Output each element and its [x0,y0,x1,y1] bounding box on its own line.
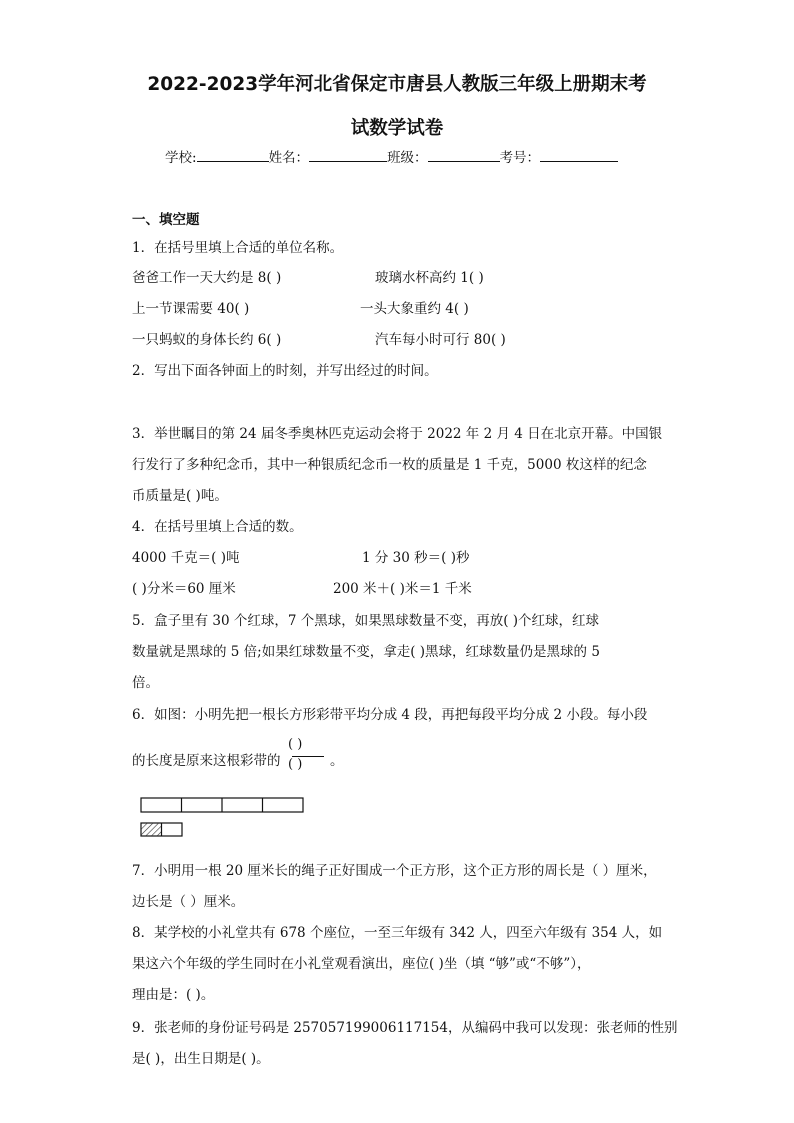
fraction-numerator: ( ) [288,737,303,752]
q1-item-5: 一只蚂蚁的身体长约 6( ) [132,332,282,348]
q6-line2 [132,749,281,769]
q1-item-1: 爸爸工作一天大约是 8( ) [132,270,282,286]
q4-item-1: 4000 千克＝( )吨 [132,550,240,566]
school-label: 学校: [165,150,197,166]
q9-line2: 是( )，出生日期是( )。 [132,1051,270,1067]
name-blank [309,149,387,162]
class-label: 班级： [387,150,428,166]
number-label: 考号： [499,150,541,166]
ribbon-diagram [140,796,310,840]
q9-line1: 9．张老师的身份证号码是 257057199006117154，从编码中我可以发现：张老师的性别 [132,1020,678,1036]
q8-line1: 8．某学校的小礼堂共有 678 个座位，一至三年级有 342 人，四至六年级有 354 人，如 [132,925,663,941]
section-heading: 一、填空题 [132,212,200,228]
q1-item-4: 一头大象重约 4( ) [360,301,469,317]
number-blank [540,149,618,162]
q3-line2: 行发行了多种纪念币，其中一种银质纪念币一枚的质量是 1 千克，5000 枚这样的纪念 [132,457,647,473]
q6-line2-text: 的长度是原来这根彩带的 [132,753,281,769]
name-label: 姓名： [268,150,310,166]
q6-line1: 6．如图：小明先把一根长方形彩带平均分成 4 段，再把每段平均分成 2 小段。每小段 [132,707,648,723]
q1-item-6: 汽车每小时可行 80( ) [375,332,506,348]
q4-item-4: 200 米＋( )米＝1 千米 [333,581,472,597]
q5-line2: 数量就是黑球的 5 倍;如果红球数量不变，拿走( )黑球，红球数量仍是黑球的 5 [132,644,600,660]
q3-line1: 3．举世瞩目的第 24 届冬季奥林匹克运动会将于 2022 年 2 月 4 日在北京开幕。中国银 [132,426,663,442]
q1-stem: 1．在括号里填上合适的单位名称。 [132,240,344,256]
fraction-denominator: ( ) [288,757,303,772]
q5-line1: 5．盒子里有 30 个红球，7 个黑球，如果黑球数量不变，再放( )个红球，红球 [132,613,600,629]
q5-line3: 倍。 [132,675,159,691]
q8-line3: 理由是：( )。 [132,987,215,1003]
school-blank [197,149,269,162]
q7-line1: 7．小明用一根 20 厘米长的绳子正好围成一个正方形，这个正方形的周长是（ ）厘米， [132,863,657,879]
q1-item-3: 上一节课需要 40( ) [132,301,250,317]
q7-line2: 边长是（ ）厘米。 [132,894,245,910]
page-title-line2: 试数学试卷 [350,118,444,139]
q4-item-2: 1 分 30 秒＝( )秒 [362,550,470,566]
q6-line2-end: 。 [330,753,344,769]
page-title-line1: 2022-2023学年河北省保定市唐县人教版三年级上册期末考 [147,74,647,95]
q3-line3: 币质量是( )吨。 [132,488,228,504]
q1-item-2: 玻璃水杯高约 1( ) [375,270,484,286]
student-info-row [165,146,618,166]
shaded-small-segment [142,824,162,836]
q2-stem: 2．写出下面各钟面上的时刻，并写出经过的时间。 [132,363,438,379]
q4-item-3: ( )分米＝60 厘米 [132,581,236,597]
q8-line2: 果这六个年级的学生同时在小礼堂观看演出，座位( )坐（填 “够”或“不够”）， [132,956,591,972]
class-blank [428,149,500,162]
q4-stem: 4．在括号里填上合适的数。 [132,519,303,535]
